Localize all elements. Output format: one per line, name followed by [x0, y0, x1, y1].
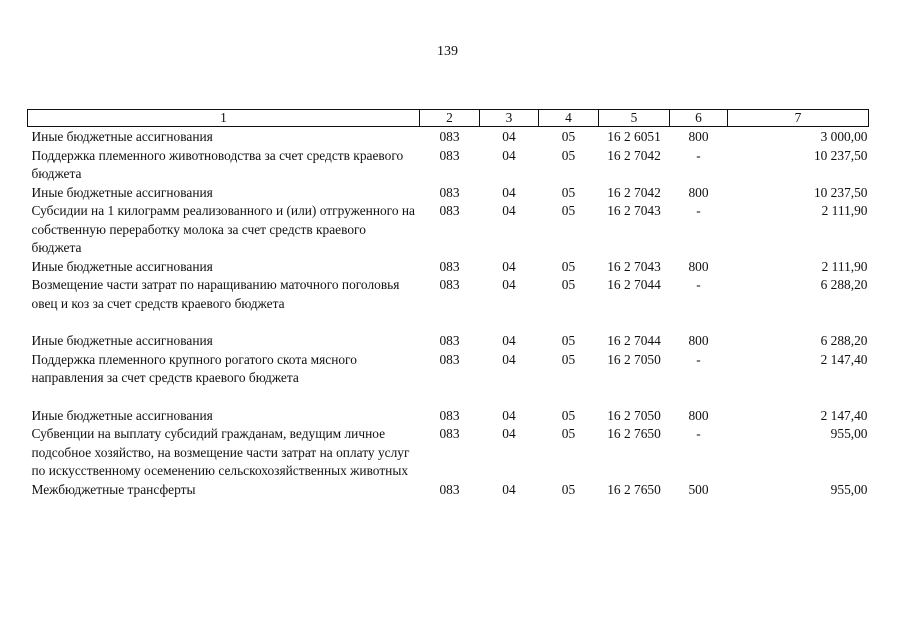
- row-section: 04: [502, 258, 516, 274]
- table-row: [28, 147, 869, 184]
- row-code: 083: [439, 426, 460, 441]
- row-name: Субвенции на выплату субсидий гражданам, ведущим личное подсобное хозяйство, на возмещение части затрат на оплату услуг по искусственному осеменению сельскохозяйственных животных: [31, 426, 410, 478]
- row-target: 16 2 7650: [607, 481, 661, 497]
- row-subsection: 05: [561, 481, 576, 497]
- table-row: [28, 351, 869, 407]
- row-section: 04: [502, 277, 516, 292]
- row-amount: 6 288,20: [820, 277, 868, 292]
- header-col-1: 1: [28, 110, 420, 127]
- row-amount: 955,00: [830, 426, 868, 441]
- row-target: 16 2 7044: [607, 277, 661, 292]
- row-name: Возмещение части затрат по наращиванию маточного поголовья овец и коз за счет средств краевого бюджета: [31, 277, 400, 311]
- header-col-5: 5: [599, 110, 670, 127]
- row-code: 083: [439, 129, 460, 144]
- header-col-4: 4: [539, 110, 599, 127]
- row-expense-type: 800: [688, 258, 709, 274]
- row-amount: 2 147,40: [820, 351, 868, 367]
- row-section: 04: [502, 426, 516, 441]
- row-expense-type: 800: [688, 333, 709, 348]
- row-amount: 6 288,20: [820, 333, 868, 348]
- row-code: 083: [439, 258, 460, 274]
- row-expense-type: -: [696, 277, 701, 292]
- row-name: Иные бюджетные ассигнования: [31, 184, 213, 200]
- row-name: Поддержка племенного крупного рогатого скота мясного направления за счет средств краевого бюджета: [31, 351, 357, 385]
- row-subsection: 05: [561, 184, 576, 200]
- row-expense-type: -: [696, 203, 701, 218]
- row-name: Субсидии на 1 килограмм реализованного и (или) отгруженного на собственную переработку молока за счет средств краевого бюджета: [31, 203, 415, 255]
- row-target: 16 2 7043: [607, 203, 661, 218]
- table-row: [28, 332, 869, 351]
- row-amount: 2 147,40: [820, 407, 868, 423]
- row-section: 04: [502, 203, 516, 218]
- row-amount: 955,00: [830, 481, 868, 497]
- row-code: 083: [439, 277, 460, 292]
- row-target: 16 2 7044: [607, 333, 661, 348]
- row-name: Поддержка племенного животноводства за счет средств краевого бюджета: [31, 147, 404, 181]
- row-target: 16 2 7050: [607, 351, 661, 367]
- row-section: 04: [502, 481, 516, 497]
- row-section: 04: [502, 147, 516, 163]
- row-amount: 3 000,00: [820, 129, 868, 144]
- table-row: [28, 184, 869, 203]
- row-amount: 2 111,90: [821, 258, 868, 274]
- row-target: 16 2 7043: [607, 258, 661, 274]
- table-row: [28, 276, 869, 332]
- row-code: 083: [439, 147, 460, 163]
- table-row: [28, 407, 869, 426]
- row-amount: 2 111,90: [821, 203, 868, 218]
- row-expense-type: 500: [688, 481, 709, 497]
- table-row: [28, 425, 869, 481]
- row-section: 04: [502, 351, 516, 367]
- row-subsection: 05: [561, 258, 576, 274]
- table-row: [28, 127, 869, 147]
- row-subsection: 05: [561, 407, 576, 423]
- header-col-6: 6: [670, 110, 728, 127]
- row-target: 16 2 7050: [607, 407, 661, 423]
- row-name: Иные бюджетные ассигнования: [31, 258, 213, 274]
- row-code: 083: [439, 333, 460, 348]
- row-code: 083: [439, 481, 460, 497]
- row-code: 083: [439, 203, 460, 218]
- row-section: 04: [502, 333, 516, 348]
- row-subsection: 05: [561, 203, 576, 218]
- row-subsection: 05: [561, 147, 576, 163]
- row-target: 16 2 7042: [607, 184, 661, 200]
- row-subsection: 05: [561, 351, 576, 367]
- row-name: Иные бюджетные ассигнования: [31, 333, 213, 348]
- row-expense-type: 800: [688, 129, 709, 144]
- row-name: Иные бюджетные ассигнования: [31, 129, 213, 144]
- row-subsection: 05: [561, 277, 576, 292]
- row-name: Межбюджетные трансферты: [31, 481, 196, 497]
- header-col-7: 7: [728, 110, 869, 127]
- table-row: [28, 481, 869, 500]
- header-col-2: 2: [420, 110, 480, 127]
- row-code: 083: [439, 351, 460, 367]
- page-number: 139: [437, 44, 458, 59]
- row-amount: 10 237,50: [813, 147, 868, 163]
- row-section: 04: [502, 407, 516, 423]
- row-target: 16 2 7650: [607, 426, 661, 441]
- row-subsection: 05: [561, 426, 576, 441]
- row-expense-type: -: [696, 426, 701, 441]
- row-expense-type: 800: [688, 184, 709, 200]
- row-target: 16 2 7042: [607, 147, 661, 163]
- row-subsection: 05: [561, 129, 576, 144]
- row-target: 16 2 6051: [607, 129, 661, 144]
- table-row: [28, 202, 869, 258]
- row-code: 083: [439, 184, 460, 200]
- table-row: [28, 258, 869, 277]
- row-section: 04: [502, 129, 516, 144]
- row-amount: 10 237,50: [813, 184, 868, 200]
- row-code: 083: [439, 407, 460, 423]
- row-subsection: 05: [561, 333, 576, 348]
- row-expense-type: -: [696, 351, 701, 367]
- header-col-3: 3: [480, 110, 539, 127]
- row-expense-type: 800: [688, 407, 709, 423]
- row-expense-type: -: [696, 147, 701, 163]
- row-section: 04: [502, 184, 516, 200]
- budget-table: [27, 109, 869, 499]
- row-name: Иные бюджетные ассигнования: [31, 407, 213, 423]
- header-row: [28, 110, 869, 127]
